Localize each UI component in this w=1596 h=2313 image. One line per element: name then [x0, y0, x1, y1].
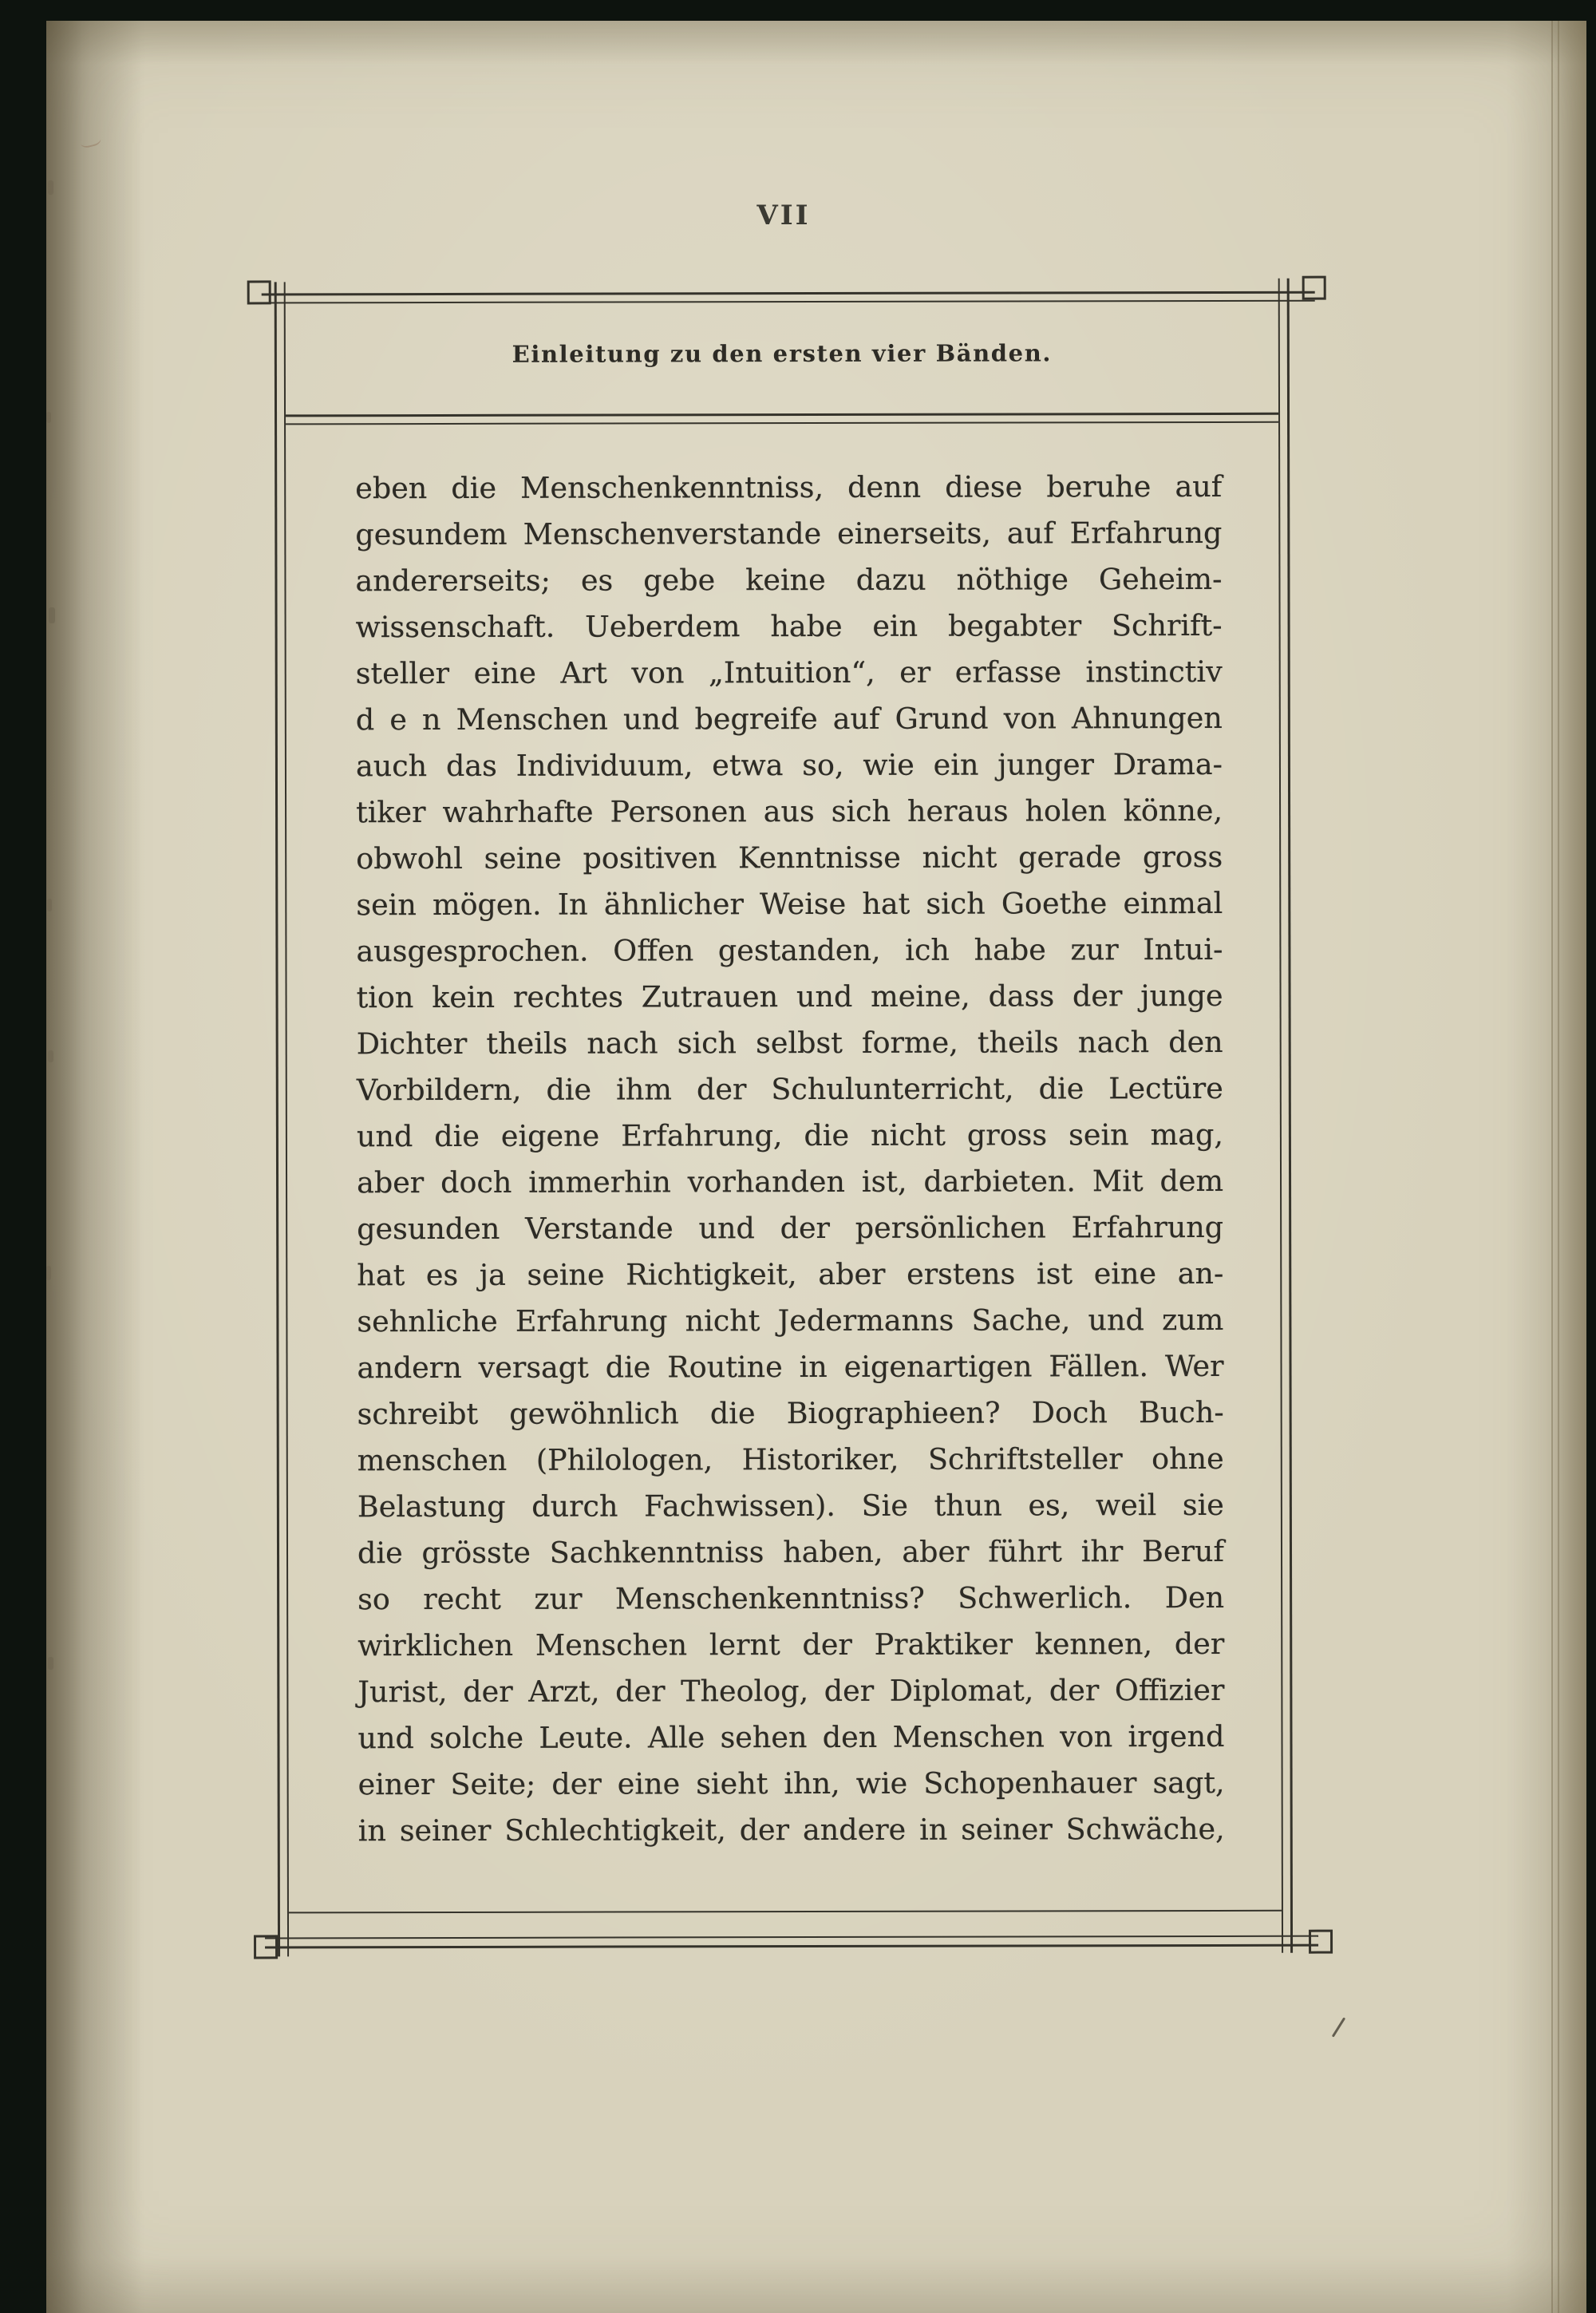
text-line: und die eigene Erfahrung, die nicht gross sein mag, — [356, 1117, 1223, 1154]
frame-line-bottom-inner — [265, 1935, 1318, 1939]
page-number: VII — [757, 200, 811, 231]
text-line: Dichter theils nach sich selbst forme, theils nach den — [356, 1024, 1223, 1062]
book-page — [46, 21, 1586, 2313]
corner-square-bottom-left — [254, 1935, 278, 1959]
text-line: andererseits; es gebe keine dazu nöthige Geheim- — [355, 561, 1223, 599]
ornamental-frame — [44, 19, 1589, 2313]
text-line: auch das Individuum, etwa so, wie ein junger Drama- — [355, 746, 1223, 784]
text-line: sein mögen. In ähnlicher Weise hat sich Goethe einmal — [356, 885, 1223, 923]
text-line: eben die Menschenkenntniss, denn diese beruhe auf — [355, 469, 1223, 506]
text-line: und solche Leute. Alle sehen den Menschen von irgend — [358, 1718, 1225, 1756]
frame-line-left-outer — [275, 282, 280, 1956]
text-line: einer Seite; der eine sieht ihn, wie Schopenhauer sagt, — [358, 1765, 1225, 1802]
body-text — [355, 464, 1225, 1854]
frame-line-top-outer — [262, 291, 1315, 296]
text-line: Jurist, der Arzt, der Theolog, der Diplomat, der Offizier — [358, 1672, 1225, 1710]
frame-line-right-outer — [1287, 279, 1293, 1953]
text-line: tiker wahrhafte Personen aus sich heraus holen könne, — [356, 793, 1223, 830]
text-line: so recht zur Menschenkenntniss? Schwerlich. Den — [358, 1580, 1225, 1617]
text-line: wissenschaft. Ueberdem habe ein begabter Schrift- — [355, 607, 1223, 645]
header-rule-inner — [286, 421, 1278, 425]
text-line: steller eine Art von „Intuition“, er erfasse instinctiv — [355, 654, 1223, 691]
text-line: in seiner Schlechtigkeit, der andere in seiner Schwäche, — [358, 1811, 1225, 1848]
text-line: menschen (Philologen, Historiker, Schriftsteller ohne — [357, 1441, 1224, 1478]
frame-line-bottom-outer — [265, 1944, 1318, 1949]
text-line: Vorbildern, die ihm der Schulunterricht, die Lectüre — [356, 1070, 1223, 1108]
text-bottom-rule — [289, 1910, 1282, 1914]
text-line: andern versagt die Routine in eigenartigen Fällen. Wer — [357, 1348, 1224, 1386]
text-line: ausgesprochen. Offen gestanden, ich habe zur Intui- — [356, 931, 1223, 969]
corner-square-top-left — [247, 280, 271, 304]
text-line: gesundem Menschenverstande einerseits, auf Erfahrung — [355, 515, 1223, 552]
text-line: tion kein rechtes Zutrauen und meine, dass der junge — [356, 978, 1223, 1015]
text-line: aber doch immerhin vorhanden ist, darbieten. Mit dem — [356, 1163, 1224, 1200]
text-line: sehnliche Erfahrung nicht Jedermanns Sache, und zum — [357, 1302, 1224, 1339]
frame-line-left-inner — [284, 282, 289, 1956]
header-rule-outer — [286, 413, 1278, 417]
text-line: wirklichen Menschen lernt der Praktiker kennen, der — [358, 1626, 1225, 1663]
text-line: die grösste Sachkenntniss haben, aber führt ihr Beruf — [357, 1533, 1225, 1571]
text-line: d e n Menschen und begreife auf Grund von Ahnungen — [355, 700, 1223, 737]
corner-square-bottom-right — [1309, 1930, 1333, 1954]
text-line: hat es ja seine Richtigkeit, aber erstens ist eine an- — [357, 1255, 1224, 1293]
frame-line-top-inner — [262, 300, 1315, 304]
text-line: schreibt gewöhnlich die Biographieen? Doch Buch- — [357, 1394, 1224, 1432]
text-line: Belastung durch Fachwissen). Sie thun es, weil sie — [357, 1487, 1224, 1524]
text-line: obwohl seine positiven Kenntnisse nicht gerade gross — [356, 839, 1223, 876]
corner-square-top-right — [1302, 276, 1326, 300]
chapter-header: Einleitung zu den ersten vier Bänden. — [512, 339, 1053, 368]
frame-line-right-inner — [1278, 279, 1283, 1953]
text-line: gesunden Verstande und der persönlichen Erfahrung — [357, 1209, 1224, 1247]
